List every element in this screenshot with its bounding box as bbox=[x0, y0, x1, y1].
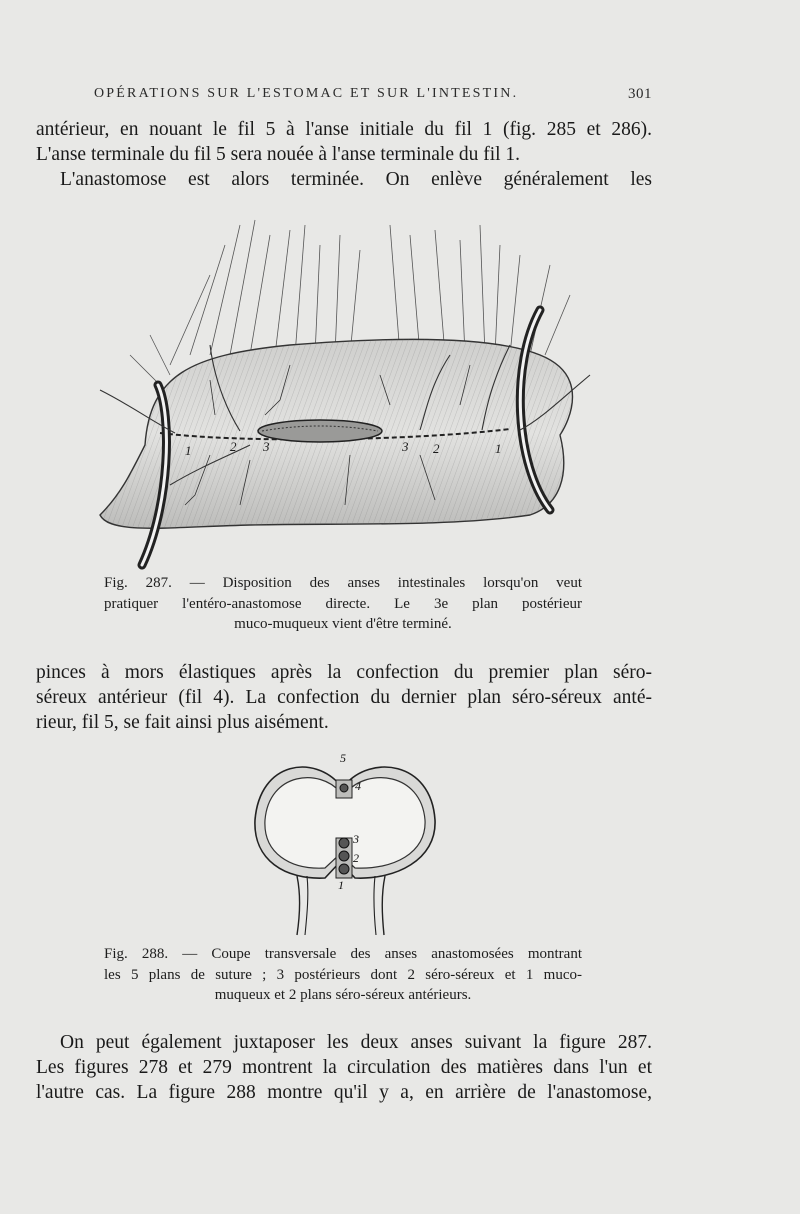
text-line: séreux antérieur (fil 4). La confection du dernier plan séro-séreux anté- bbox=[36, 687, 652, 708]
caption-line: Fig. 288. — Coupe transversale des anses anastomosées montrant bbox=[104, 946, 582, 962]
text-line: rieur, fil 5, se fait ainsi plus aisément. bbox=[36, 712, 329, 733]
figure-287-label: 1 bbox=[495, 441, 502, 456]
caption-line: pratiquer l'entéro-anastomose directe. Le 3e plan postérieur bbox=[104, 595, 582, 612]
suture-knot bbox=[339, 864, 349, 874]
anastomosis-opening bbox=[258, 420, 382, 442]
figure-288-caption bbox=[104, 944, 582, 1006]
figure-288-label: 2 bbox=[353, 851, 359, 865]
figure-287-label: 1 bbox=[185, 443, 192, 458]
figure-288-label: 4 bbox=[355, 779, 361, 793]
caption-line: muco-muqueux vient d'être terminé. bbox=[234, 616, 452, 632]
mesentery-left bbox=[297, 876, 300, 935]
text-line: Les figures 278 et 279 montrent la circulation des matières dans l'un et bbox=[36, 1057, 652, 1078]
mesentery-right bbox=[382, 876, 385, 935]
suture-knot bbox=[339, 851, 349, 861]
text-line: L'anse terminale du fil 5 sera nouée à l'anse terminale du fil 1. bbox=[36, 144, 521, 165]
running-head-title: OPÉRATIONS SUR L'ESTOMAC ET SUR L'INTESTIN. bbox=[94, 86, 519, 101]
figure-287-label: 2 bbox=[433, 441, 440, 456]
running-head bbox=[94, 86, 654, 102]
figure-288-label: 1 bbox=[338, 878, 344, 892]
text-line: On peut également juxtaposer les deux anses suivant la figure 287. bbox=[60, 1032, 652, 1053]
figure-287-illustration bbox=[90, 205, 610, 570]
text-line: antérieur, en nouant le fil 5 à l'anse initiale du fil 1 (fig. 285 et 286). bbox=[36, 119, 652, 140]
figure-288-illustration bbox=[245, 750, 445, 940]
suture-knot bbox=[339, 838, 349, 848]
text-line: L'anastomose est alors terminée. On enlève généralement les bbox=[60, 169, 652, 190]
paragraph-3 bbox=[36, 1030, 652, 1105]
caption-line: Fig. 287. — Disposition des anses intestinales lorsqu'on veut bbox=[104, 575, 582, 591]
suture-knot bbox=[340, 784, 348, 792]
figure-288-label: 3 bbox=[353, 832, 359, 846]
figure-287-label: 3 bbox=[402, 439, 409, 454]
figure-287-label: 3 bbox=[263, 439, 270, 454]
text-line: l'autre cas. La figure 288 montre qu'il y a, en arrière de l'anastomose, bbox=[36, 1082, 652, 1103]
figure-287-label: 2 bbox=[230, 439, 237, 454]
paragraph-1 bbox=[36, 117, 652, 192]
page-number: 301 bbox=[628, 86, 652, 102]
figure-287-caption bbox=[104, 573, 582, 635]
caption-line: muqueux et 2 plans séro-séreux antérieurs. bbox=[214, 987, 472, 1003]
text-line: pinces à mors élastiques après la confection du premier plan séro- bbox=[36, 662, 652, 683]
caption-line: les 5 plans de suture ; 3 postérieurs dont 2 séro-séreux et 1 muco- bbox=[104, 966, 582, 983]
paragraph-2 bbox=[36, 660, 652, 735]
figure-288-label: 5 bbox=[340, 751, 346, 765]
